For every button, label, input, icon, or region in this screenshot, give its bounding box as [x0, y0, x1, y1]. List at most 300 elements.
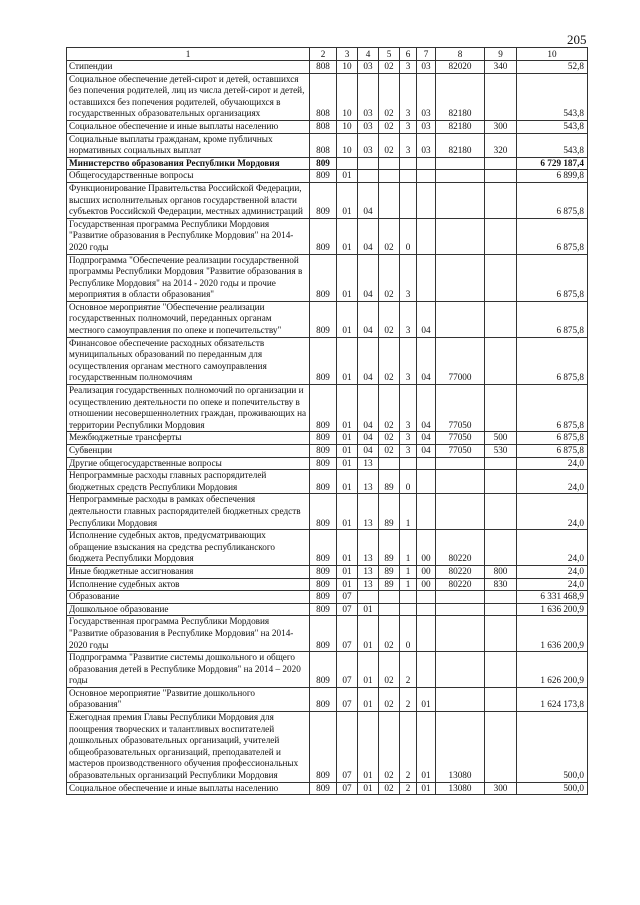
code-cell: 02	[379, 218, 400, 254]
code-cell: 3	[400, 337, 417, 384]
code-cell: 3	[400, 73, 417, 120]
code-cell: 3	[400, 120, 417, 133]
amount-cell: 24,0	[517, 530, 588, 566]
table-row	[67, 445, 588, 458]
code-cell: 04	[358, 385, 379, 432]
code-cell	[417, 591, 436, 604]
column-header: 8	[436, 48, 485, 61]
code-cell: 02	[379, 254, 400, 301]
code-cell: 01	[337, 457, 358, 470]
code-cell: 809	[310, 301, 337, 337]
code-cell: 13080	[436, 712, 485, 783]
code-cell: 02	[379, 712, 400, 783]
code-cell: 01	[417, 712, 436, 783]
code-cell: 809	[310, 182, 337, 218]
code-cell: 13	[358, 530, 379, 566]
code-cell: 03	[358, 120, 379, 133]
row-name: Другие общегосударственные вопросы	[67, 457, 310, 470]
code-cell: 3	[400, 432, 417, 445]
code-cell: 01	[337, 578, 358, 591]
code-cell: 809	[310, 445, 337, 458]
table-row	[67, 652, 588, 688]
code-cell: 809	[310, 157, 337, 170]
code-cell: 89	[379, 530, 400, 566]
code-cell: 01	[337, 432, 358, 445]
code-cell: 809	[310, 578, 337, 591]
code-cell: 0	[400, 470, 417, 494]
code-cell: 00	[417, 565, 436, 578]
table-row	[67, 385, 588, 432]
code-cell	[358, 157, 379, 170]
amount-cell: 6 875,8	[517, 218, 588, 254]
row-name: Ежегодная премия Главы Республики Мордовия для поощрения творческих и талантливых воспитателей дошкольных образовательных организаций, учителей общеобразовательных организаций, преподавателей и мастеров производственного обучения профессиональных образовательных организаций Республики Мордовия	[67, 712, 310, 783]
code-cell	[436, 301, 485, 337]
row-name: Социальное обеспечение детей-сирот и детей, оставшихся без попечения родителей, лиц из числа детей-сирот и детей, оставшихся без попечения родителей, обучающихся в государственных образовательных организациях	[67, 73, 310, 120]
code-cell: 0	[400, 616, 417, 652]
amount-cell: 24,0	[517, 494, 588, 530]
code-cell: 01	[417, 687, 436, 711]
amount-cell: 6 331 468,9	[517, 591, 588, 604]
code-cell: 1	[400, 530, 417, 566]
code-cell: 3	[400, 301, 417, 337]
code-cell: 01	[337, 218, 358, 254]
code-cell: 89	[379, 578, 400, 591]
table-row	[67, 218, 588, 254]
code-cell: 01	[358, 782, 379, 795]
code-cell	[485, 170, 517, 183]
code-cell	[436, 591, 485, 604]
row-name: Подпрограмма "Развитие системы дошкольного и общего образования детей в Республике Мордовия" на 2014 – 2020 годы	[67, 652, 310, 688]
code-cell: 1	[400, 578, 417, 591]
table-row	[67, 712, 588, 783]
code-cell: 04	[417, 337, 436, 384]
code-cell	[379, 170, 400, 183]
column-header: 3	[337, 48, 358, 61]
code-cell	[485, 616, 517, 652]
code-cell: 2	[400, 712, 417, 783]
table-row	[67, 565, 588, 578]
table-row	[67, 591, 588, 604]
code-cell: 01	[337, 337, 358, 384]
table-row	[67, 73, 588, 120]
code-cell: 809	[310, 457, 337, 470]
code-cell	[358, 591, 379, 604]
code-cell	[436, 254, 485, 301]
code-cell: 3	[400, 61, 417, 74]
amount-cell: 1 636 200,9	[517, 603, 588, 616]
column-header: 2	[310, 48, 337, 61]
amount-cell: 6 875,8	[517, 337, 588, 384]
code-cell: 02	[379, 782, 400, 795]
code-cell: 809	[310, 494, 337, 530]
row-name: Иные бюджетные ассигнования	[67, 565, 310, 578]
code-cell: 01	[337, 565, 358, 578]
code-cell	[379, 182, 400, 218]
code-cell: 01	[358, 616, 379, 652]
code-cell	[485, 254, 517, 301]
code-cell	[485, 337, 517, 384]
row-name: Исполнение судебных актов, предусматривающих обращение взыскания на средства республиканского бюджета Республики Мордовия	[67, 530, 310, 566]
code-cell: 13	[358, 494, 379, 530]
code-cell: 03	[417, 61, 436, 74]
code-cell: 1	[400, 494, 417, 530]
code-cell: 13	[358, 457, 379, 470]
code-cell: 340	[485, 61, 517, 74]
row-name: Общегосударственные вопросы	[67, 170, 310, 183]
code-cell: 13	[358, 470, 379, 494]
code-cell: 07	[337, 782, 358, 795]
code-cell: 01	[337, 170, 358, 183]
code-cell: 89	[379, 494, 400, 530]
column-header: 7	[417, 48, 436, 61]
amount-cell: 543,8	[517, 120, 588, 133]
amount-cell: 6 875,8	[517, 432, 588, 445]
amount-cell: 6 875,8	[517, 301, 588, 337]
code-cell: 03	[358, 73, 379, 120]
amount-cell: 543,8	[517, 73, 588, 120]
code-cell: 03	[358, 61, 379, 74]
code-cell: 3	[400, 254, 417, 301]
code-cell	[417, 218, 436, 254]
code-cell: 809	[310, 385, 337, 432]
code-cell: 01	[417, 782, 436, 795]
code-cell: 07	[337, 616, 358, 652]
code-cell: 02	[379, 432, 400, 445]
code-cell: 13	[358, 565, 379, 578]
code-cell: 77050	[436, 445, 485, 458]
code-cell: 04	[417, 385, 436, 432]
code-cell	[485, 218, 517, 254]
table-row	[67, 687, 588, 711]
code-cell	[417, 616, 436, 652]
table-row	[67, 337, 588, 384]
code-cell: 2	[400, 652, 417, 688]
code-cell: 02	[379, 652, 400, 688]
code-cell: 500	[485, 432, 517, 445]
code-cell	[485, 73, 517, 120]
code-cell: 03	[417, 120, 436, 133]
amount-cell: 543,8	[517, 133, 588, 157]
code-cell: 01	[337, 254, 358, 301]
code-cell	[417, 457, 436, 470]
code-cell	[436, 616, 485, 652]
amount-cell: 24,0	[517, 578, 588, 591]
row-name: Финансовое обеспечение расходных обязательств муниципальных образований по переданным для осуществления органам местного самоуправления государственным полномочиям	[67, 337, 310, 384]
code-cell	[400, 457, 417, 470]
code-cell	[485, 157, 517, 170]
code-cell: 04	[417, 445, 436, 458]
row-name: Образование	[67, 591, 310, 604]
column-header: 5	[379, 48, 400, 61]
amount-cell: 6 875,8	[517, 385, 588, 432]
code-cell	[417, 652, 436, 688]
table-row	[67, 782, 588, 795]
code-cell	[436, 687, 485, 711]
row-name: Социальные выплаты гражданам, кроме публичных нормативных социальных выплат	[67, 133, 310, 157]
code-cell	[417, 254, 436, 301]
code-cell: 04	[358, 218, 379, 254]
code-cell: 809	[310, 470, 337, 494]
code-cell: 04	[417, 432, 436, 445]
row-name: Субвенции	[67, 445, 310, 458]
code-cell: 02	[379, 687, 400, 711]
code-cell: 82180	[436, 120, 485, 133]
code-cell: 3	[400, 445, 417, 458]
code-cell	[436, 457, 485, 470]
code-cell	[436, 170, 485, 183]
budget-table	[66, 47, 588, 795]
code-cell: 02	[379, 120, 400, 133]
row-name: Основное мероприятие "Обеспечение реализации государственных полномочий, переданных органам местного самоуправления по опеке и попечительству"	[67, 301, 310, 337]
code-cell	[417, 470, 436, 494]
code-cell: 77050	[436, 385, 485, 432]
code-cell: 808	[310, 61, 337, 74]
code-cell	[400, 603, 417, 616]
code-cell: 808	[310, 120, 337, 133]
code-cell: 10	[337, 73, 358, 120]
code-cell: 10	[337, 61, 358, 74]
code-cell	[436, 603, 485, 616]
code-cell: 809	[310, 218, 337, 254]
table-row	[67, 120, 588, 133]
code-cell	[400, 591, 417, 604]
code-cell: 00	[417, 530, 436, 566]
code-cell	[436, 470, 485, 494]
table-row	[67, 578, 588, 591]
code-cell: 808	[310, 133, 337, 157]
code-cell	[436, 494, 485, 530]
code-cell: 2	[400, 782, 417, 795]
code-cell	[436, 157, 485, 170]
code-cell	[485, 494, 517, 530]
code-cell: 320	[485, 133, 517, 157]
table-row	[67, 182, 588, 218]
code-cell	[485, 591, 517, 604]
amount-cell: 24,0	[517, 565, 588, 578]
code-cell: 830	[485, 578, 517, 591]
code-cell: 02	[379, 337, 400, 384]
code-cell: 03	[417, 133, 436, 157]
code-cell	[400, 170, 417, 183]
code-cell	[436, 218, 485, 254]
code-cell	[436, 182, 485, 218]
code-cell	[485, 530, 517, 566]
code-cell: 800	[485, 565, 517, 578]
table-row	[67, 470, 588, 494]
row-name: Стипендии	[67, 61, 310, 74]
code-cell: 04	[358, 254, 379, 301]
code-cell	[417, 603, 436, 616]
code-cell: 530	[485, 445, 517, 458]
amount-cell: 6 875,8	[517, 445, 588, 458]
code-cell: 07	[337, 712, 358, 783]
amount-cell: 52,8	[517, 61, 588, 74]
code-cell: 00	[417, 578, 436, 591]
code-cell: 82020	[436, 61, 485, 74]
row-name: Основное мероприятие "Развитие дошкольного образования"	[67, 687, 310, 711]
code-cell	[400, 182, 417, 218]
code-cell: 01	[358, 603, 379, 616]
table-row	[67, 157, 588, 170]
code-cell: 300	[485, 782, 517, 795]
code-cell: 809	[310, 782, 337, 795]
code-cell: 02	[379, 445, 400, 458]
code-cell	[417, 182, 436, 218]
code-cell: 809	[310, 652, 337, 688]
table-row	[67, 170, 588, 183]
code-cell: 77000	[436, 337, 485, 384]
amount-cell: 6 875,8	[517, 182, 588, 218]
code-cell: 07	[337, 603, 358, 616]
table-header-row	[67, 48, 588, 61]
code-cell: 03	[417, 73, 436, 120]
code-cell: 01	[358, 712, 379, 783]
amount-cell: 24,0	[517, 457, 588, 470]
amount-cell: 500,0	[517, 712, 588, 783]
row-name: Социальное обеспечение и иные выплаты населению	[67, 782, 310, 795]
code-cell: 809	[310, 603, 337, 616]
code-cell: 04	[358, 432, 379, 445]
row-name: Министерство образования Республики Мордовия	[67, 157, 310, 170]
code-cell: 3	[400, 385, 417, 432]
code-cell: 04	[358, 182, 379, 218]
code-cell: 77050	[436, 432, 485, 445]
code-cell: 13080	[436, 782, 485, 795]
code-cell	[485, 457, 517, 470]
table-row	[67, 530, 588, 566]
code-cell: 10	[337, 133, 358, 157]
code-cell	[485, 385, 517, 432]
code-cell	[400, 157, 417, 170]
amount-cell: 6 875,8	[517, 254, 588, 301]
code-cell: 01	[337, 385, 358, 432]
code-cell	[485, 301, 517, 337]
table-row	[67, 133, 588, 157]
code-cell: 809	[310, 254, 337, 301]
code-cell: 02	[379, 73, 400, 120]
row-name: Реализация государственных полномочий по организации и осуществлению деятельности по опеке и попечительству в отношении несовершеннолетних граждан, проживающих на территории Республики Мордовия	[67, 385, 310, 432]
code-cell	[417, 157, 436, 170]
code-cell	[337, 157, 358, 170]
code-cell	[379, 457, 400, 470]
code-cell: 02	[379, 385, 400, 432]
code-cell: 03	[358, 133, 379, 157]
code-cell: 1	[400, 565, 417, 578]
code-cell: 808	[310, 73, 337, 120]
code-cell: 07	[337, 687, 358, 711]
code-cell: 02	[379, 616, 400, 652]
amount-cell: 6 729 187,4	[517, 157, 588, 170]
code-cell: 04	[358, 445, 379, 458]
code-cell: 80220	[436, 578, 485, 591]
row-name: Непрограммные расходы в рамках обеспечения деятельности главных распорядителей бюджетных средств Республики Мордовия	[67, 494, 310, 530]
code-cell: 82180	[436, 133, 485, 157]
table-row	[67, 603, 588, 616]
amount-cell: 1 626 200,9	[517, 652, 588, 688]
row-name: Функционирование Правительства Российской Федерации, высших исполнительных органов государственной власти субъектов Российской Федерации, местных администраций	[67, 182, 310, 218]
row-name: Государственная программа Республики Мордовия "Развитие образования в Республике Мордовия" на 2014-2020 годы	[67, 616, 310, 652]
code-cell: 80220	[436, 530, 485, 566]
code-cell: 01	[337, 494, 358, 530]
page-number: 205	[567, 32, 587, 47]
code-cell	[417, 494, 436, 530]
code-cell: 809	[310, 337, 337, 384]
column-header: 9	[485, 48, 517, 61]
code-cell: 01	[337, 182, 358, 218]
code-cell: 02	[379, 61, 400, 74]
code-cell: 07	[337, 652, 358, 688]
row-name: Исполнение судебных актов	[67, 578, 310, 591]
code-cell	[379, 603, 400, 616]
code-cell	[379, 157, 400, 170]
code-cell: 04	[358, 301, 379, 337]
amount-cell: 24,0	[517, 470, 588, 494]
code-cell: 3	[400, 133, 417, 157]
amount-cell: 500,0	[517, 782, 588, 795]
code-cell: 04	[358, 337, 379, 384]
code-cell: 0	[400, 218, 417, 254]
code-cell: 04	[417, 301, 436, 337]
code-cell	[379, 591, 400, 604]
table-row	[67, 301, 588, 337]
code-cell: 89	[379, 470, 400, 494]
table-row	[67, 616, 588, 652]
code-cell: 01	[337, 301, 358, 337]
code-cell	[485, 182, 517, 218]
row-name: Межбюджетные трансферты	[67, 432, 310, 445]
code-cell: 01	[337, 445, 358, 458]
code-cell: 809	[310, 432, 337, 445]
code-cell: 80220	[436, 565, 485, 578]
amount-cell: 1 624 173,8	[517, 687, 588, 711]
code-cell: 809	[310, 687, 337, 711]
code-cell	[358, 170, 379, 183]
code-cell: 13	[358, 578, 379, 591]
column-header: 4	[358, 48, 379, 61]
code-cell: 809	[310, 170, 337, 183]
table-row	[67, 432, 588, 445]
code-cell: 02	[379, 301, 400, 337]
row-name: Подпрограмма "Обеспечение реализации государственной программы Республики Мордовия "Развитие образования в Республике Мордовия" на 2014 - 2020 годы и прочие мероприятия в области образования"	[67, 254, 310, 301]
row-name: Государственная программа Республики Мордовия "Развитие образования в Республике Мордовия" на 2014-2020 годы	[67, 218, 310, 254]
code-cell: 809	[310, 530, 337, 566]
table-row	[67, 494, 588, 530]
table-row	[67, 61, 588, 74]
code-cell: 01	[358, 687, 379, 711]
code-cell: 300	[485, 120, 517, 133]
code-cell: 89	[379, 565, 400, 578]
table-row	[67, 254, 588, 301]
code-cell: 809	[310, 565, 337, 578]
column-header: 6	[400, 48, 417, 61]
column-header: 10	[517, 48, 588, 61]
code-cell	[436, 652, 485, 688]
code-cell: 02	[379, 133, 400, 157]
code-cell	[485, 470, 517, 494]
code-cell	[485, 652, 517, 688]
code-cell	[417, 170, 436, 183]
code-cell: 10	[337, 120, 358, 133]
code-cell	[485, 687, 517, 711]
code-cell: 809	[310, 616, 337, 652]
code-cell: 809	[310, 712, 337, 783]
code-cell: 01	[337, 470, 358, 494]
code-cell: 01	[337, 530, 358, 566]
row-name: Дошкольное образование	[67, 603, 310, 616]
code-cell: 809	[310, 591, 337, 604]
column-header: 1	[67, 48, 310, 61]
code-cell	[485, 712, 517, 783]
